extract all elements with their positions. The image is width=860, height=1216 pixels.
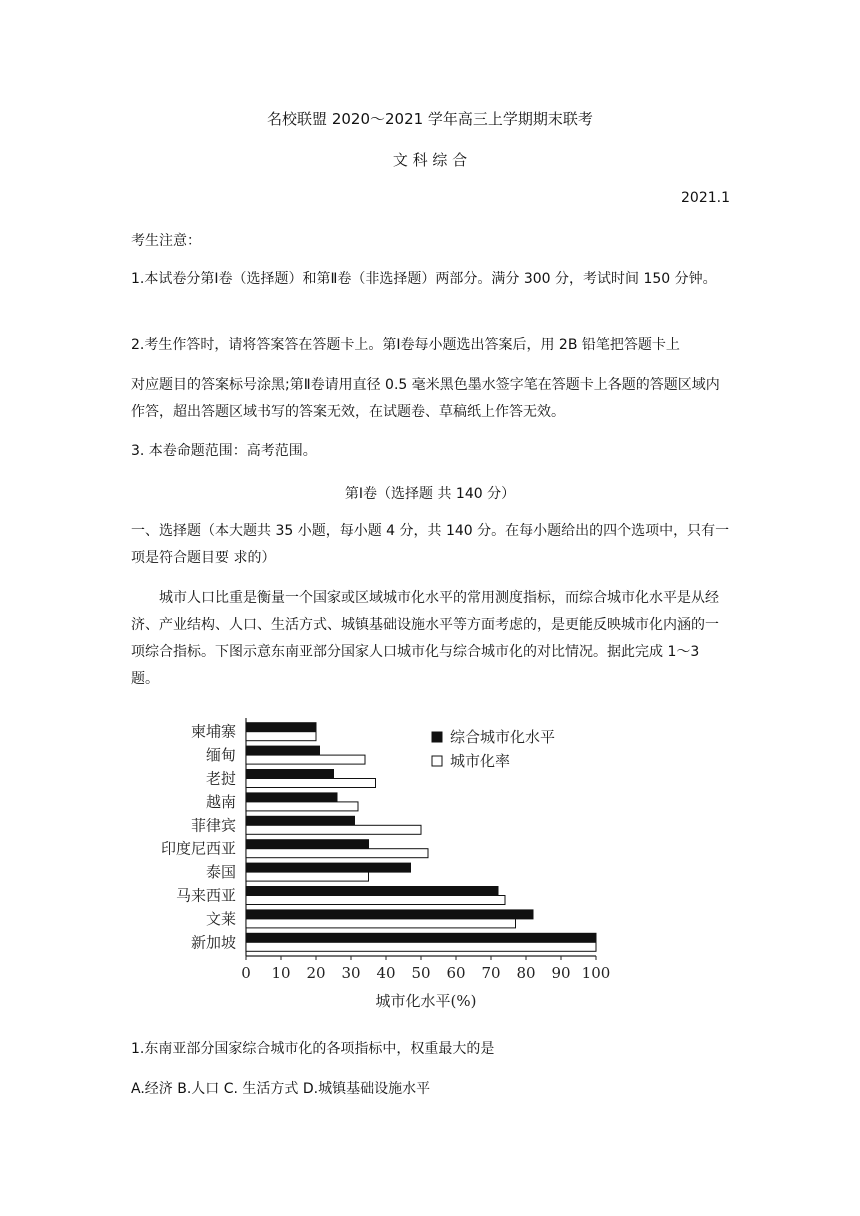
bar-composite-urbanization — [246, 793, 337, 802]
legend-label: 综合城市化水平 — [450, 728, 556, 746]
notice-item-2-line-1: 2.考生作答时，请将答案答在答题卡上。第Ⅰ卷每小题选出答案后，用 2B 铅笔把答题卡上 — [131, 337, 680, 353]
notice-item-3: 3. 本卷命题范围：高考范围。 — [131, 443, 317, 459]
category-label: 缅甸 — [205, 746, 236, 765]
bar-urbanization-rate — [246, 779, 376, 788]
bar-urbanization-rate — [246, 896, 505, 905]
x-tick-label: 10 — [271, 964, 291, 982]
bar-urbanization-rate — [246, 872, 369, 881]
notice-heading: 考生注意： — [131, 233, 201, 249]
category-label: 文莱 — [205, 909, 236, 928]
bar-composite-urbanization — [246, 770, 334, 779]
x-tick-label: 90 — [551, 964, 571, 982]
section-instruction: 一、选择题（本大题共 35 小题，每小题 4 分，共 140 分。在每小题给出的四个选项中，只有一项是符合题目要 求的） — [131, 523, 730, 566]
section-title: 第Ⅰ卷（选择题 共 140 分） — [344, 486, 516, 502]
x-tick-label: 80 — [516, 964, 536, 982]
notice-item-2-line-2: 对应题目的答案标号涂黑;第Ⅱ卷请用直径 0.5 毫米黑色墨水签字笔在答题卡上各题的答题区域内作答，超出答题区域书写的答案无效，在试题卷、草稿纸上作答无效。 — [131, 377, 720, 420]
legend-swatch-rate — [432, 756, 442, 766]
x-tick-label: 60 — [446, 964, 466, 982]
bar-chart-svg — [140, 712, 620, 1017]
bar-urbanization-rate — [246, 755, 365, 764]
bar-composite-urbanization — [246, 887, 498, 896]
question-1-stem: 1.东南亚部分国家综合城市化的各项指标中，权重最大的是 — [131, 1041, 495, 1057]
category-label: 菲律宾 — [190, 816, 236, 835]
bar-urbanization-rate — [246, 732, 316, 741]
question-1-options: A.经济 B.人口 C. 生活方式 D.城镇基础设施水平 — [131, 1081, 431, 1097]
category-label: 新加坡 — [190, 933, 236, 952]
subject-title: 文 科 综 合 — [392, 151, 468, 169]
category-label: 老挝 — [205, 769, 236, 788]
urbanization-chart — [140, 712, 620, 1017]
category-label: 泰国 — [205, 863, 236, 882]
bar-urbanization-rate — [246, 942, 596, 951]
notice-item-1: 1.本试卷分第Ⅰ卷（选择题）和第Ⅱ卷（非选择题）两部分。满分 300 分，考试时间 150 分钟。 — [131, 271, 717, 287]
exam-date: 2021.1 — [681, 190, 730, 206]
legend-label: 城市化率 — [450, 752, 511, 770]
x-tick-label: 0 — [241, 964, 251, 982]
bar-composite-urbanization — [246, 723, 316, 732]
exam-title: 名校联盟 2020～2021 学年高三上学期期末联考 — [267, 110, 593, 128]
x-axis-label: 城市化水平(%) — [375, 992, 477, 1010]
reading-passage: 城市人口比重是衡量一个国家或区域城市化水平的常用测度指标，而综合城市化水平是从经济、产业结构、人口、生活方式、城镇基础设施水平等方面考虑的，是更能反映城市化内涵的一项综合指标。下图示意东南亚部分国家人口城市化与综合城市化的对比情况。据此完成 1～3 题。 — [131, 590, 719, 687]
bar-composite-urbanization — [246, 863, 411, 872]
bar-urbanization-rate — [246, 849, 428, 858]
x-tick-label: 70 — [481, 964, 501, 982]
x-tick-label: 100 — [581, 964, 611, 982]
bar-composite-urbanization — [246, 910, 533, 919]
bar-composite-urbanization — [246, 746, 320, 755]
x-tick-label: 20 — [306, 964, 326, 982]
bar-composite-urbanization — [246, 933, 596, 942]
bar-urbanization-rate — [246, 825, 421, 834]
bar-urbanization-rate — [246, 919, 516, 928]
category-label: 印度尼西亚 — [160, 839, 236, 858]
bar-composite-urbanization — [246, 816, 355, 825]
bar-urbanization-rate — [246, 802, 358, 811]
category-label: 柬埔寨 — [190, 722, 236, 741]
category-label: 马来西亚 — [175, 886, 236, 905]
bar-composite-urbanization — [246, 840, 369, 849]
legend-swatch-composite — [432, 732, 442, 742]
x-tick-label: 30 — [341, 964, 361, 982]
category-label: 越南 — [205, 792, 236, 811]
x-tick-label: 50 — [411, 964, 431, 982]
x-tick-label: 40 — [376, 964, 396, 982]
